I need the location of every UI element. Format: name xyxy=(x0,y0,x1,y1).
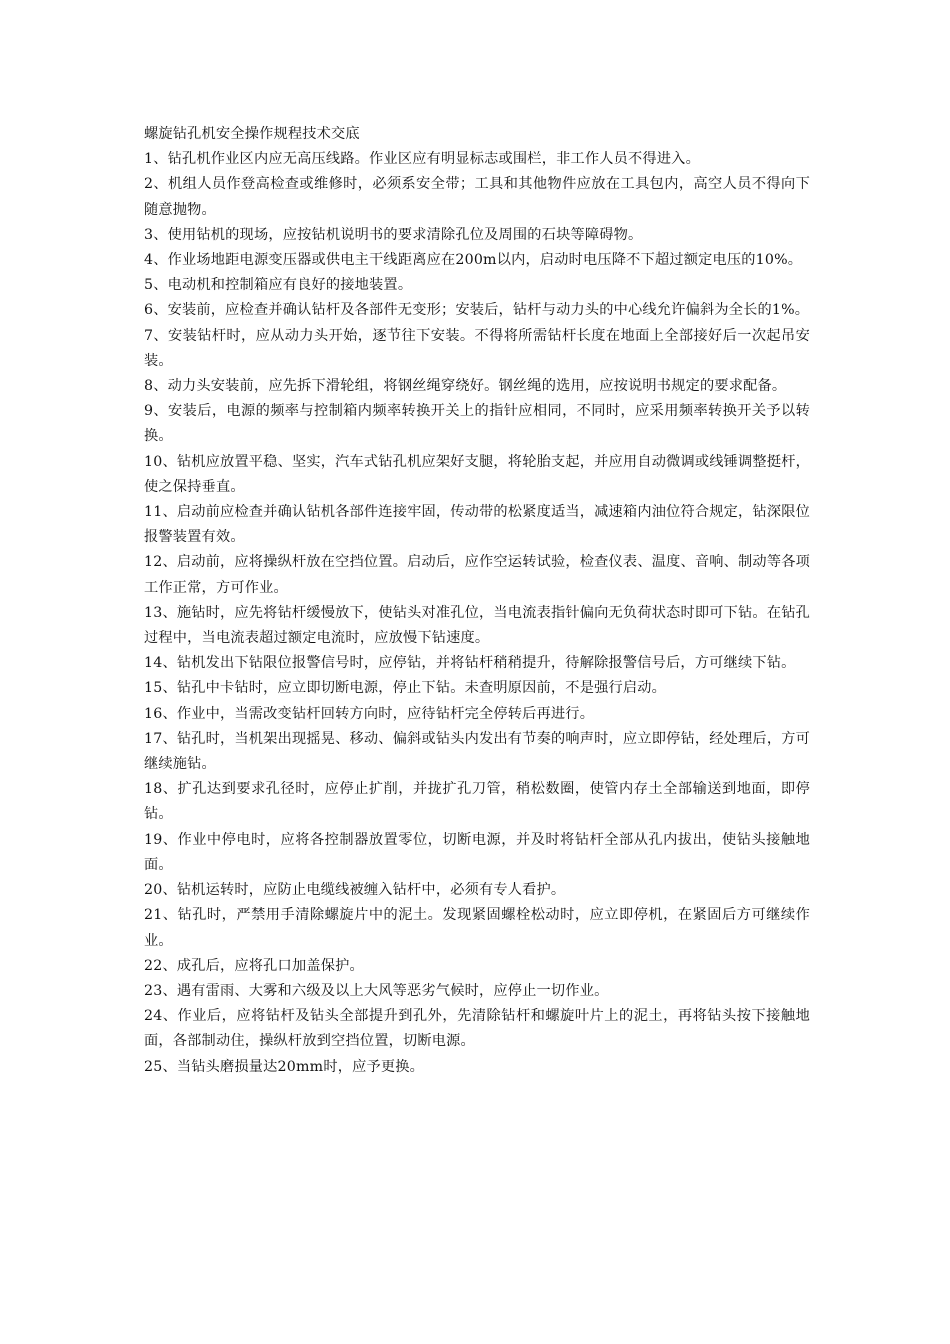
list-item: 10、钻机应放置平稳、坚实，汽车式钻孔机应架好支腿，将轮胎支起，并应用自动微调或线锤调整挺杆，使之保持垂直。 xyxy=(144,453,810,495)
list-item: 9、安装后，电源的频率与控制箱内频率转换开关上的指针应相同，不同时，应采用频率转换开关予以转换。 xyxy=(144,403,810,445)
list-item: 2、机组人员作登高检查或维修时，必须系安全带；工具和其他物件应放在工具包内，高空人员不得向下随意抛物。 xyxy=(144,176,810,218)
list-item: 1、钻孔机作业区内应无高压线路。作业区应有明显标志或围栏，非工作人员不得进入。 xyxy=(144,151,700,168)
list-item: 23、遇有雷雨、大雾和六级及以上大风等恶劣气候时，应停止一切作业。 xyxy=(144,982,609,999)
list-item: 8、动力头安装前，应先拆下滑轮组，将钢丝绳穿绕好。钢丝绳的选用，应按说明书规定的要求配备。 xyxy=(144,378,787,395)
document-title: 螺旋钻孔机安全操作规程技术交底 xyxy=(144,126,360,142)
list-item: 22、成孔后，应将孔口加盖保护。 xyxy=(144,957,364,974)
list-item: 6、安装前，应检查并确认钻杆及各部件无变形；安装后，钻杆与动力头的中心线允许偏斜为全长的1%。 xyxy=(144,302,810,319)
list-item: 20、钻机运转时，应防止电缆线被缠入钻杆中，必须有专人看护。 xyxy=(144,882,566,899)
list-item: 18、扩孔达到要求孔径时，应停止扩削，并拢扩孔刀管，稍松数圈，使管内存土全部输送到地面，即停钻。 xyxy=(144,781,810,823)
list-item: 4、作业场地距电源变压器或供电主干线距离应在200m以内，启动时电压降不下超过额定电压的10%。 xyxy=(144,252,803,269)
list-item: 17、钻孔时，当机架出现摇晃、移动、偏斜或钻头内发出有节奏的响声时，应立即停钻，经处理后，方可继续施钻。 xyxy=(144,730,810,773)
list-item: 25、当钻头磨损量达20mm时，应予更换。 xyxy=(144,1058,425,1075)
list-item: 14、钻机发出下钻限位报警信号时，应停钻，并将钻杆稍稍提升，待解除报警信号后，方可继续下钻。 xyxy=(144,655,796,672)
list-item: 7、安装钻杆时，应从动力头开始，逐节往下安装。不得将所需钻杆长度在地面上全部接好后一次起吊安装。 xyxy=(144,327,810,369)
list-item: 3、使用钻机的现场，应按钻机说明书的要求清除孔位及周围的石块等障碍物。 xyxy=(144,226,643,243)
list-item: 16、作业中，当需改变钻杆回转方向时，应待钻杆完全停转后再进行。 xyxy=(144,705,595,722)
list-item: 15、钻孔中卡钻时，应立即切断电源，停止下钻。未查明原因前，不是强行启动。 xyxy=(144,680,667,697)
list-item: 11、启动前应检查并确认钻机各部件连接牢固，传动带的松紧度适当，减速箱内油位符合规定，钻深限位报警装置有效。 xyxy=(144,504,810,546)
list-item: 5、电动机和控制箱应有良好的接地装置。 xyxy=(144,277,413,294)
document-page xyxy=(144,122,810,1080)
list-item: 19、作业中停电时，应将各控制器放置零位，切断电源，并及时将钻杆全部从孔内拔出，使钻头接触地面。 xyxy=(144,831,810,873)
list-item: 12、启动前，应将操纵杆放在空挡位置。启动后，应作空运转试验，检查仪表、温度、音响、制动等各项工作正常，方可作业。 xyxy=(144,554,810,596)
list-item: 24、作业后，应将钻杆及钻头全部提升到孔外，先清除钻杆和螺旋叶片上的泥土，再将钻头按下接触地面，各部制动住，操纵杆放到空挡位置，切断电源。 xyxy=(144,1008,810,1050)
item-list xyxy=(144,147,810,1080)
list-item: 13、施钻时，应先将钻杆缓慢放下，使钻头对准孔位，当电流表指针偏向无负荷状态时即可下钻。在钻孔过程中，当电流表超过额定电流时，应放慢下钻速度。 xyxy=(144,604,810,647)
list-item: 21、钻孔时，严禁用手清除螺旋片中的泥土。发现紧固螺栓松动时，应立即停机，在紧固后方可继续作业。 xyxy=(144,907,810,949)
